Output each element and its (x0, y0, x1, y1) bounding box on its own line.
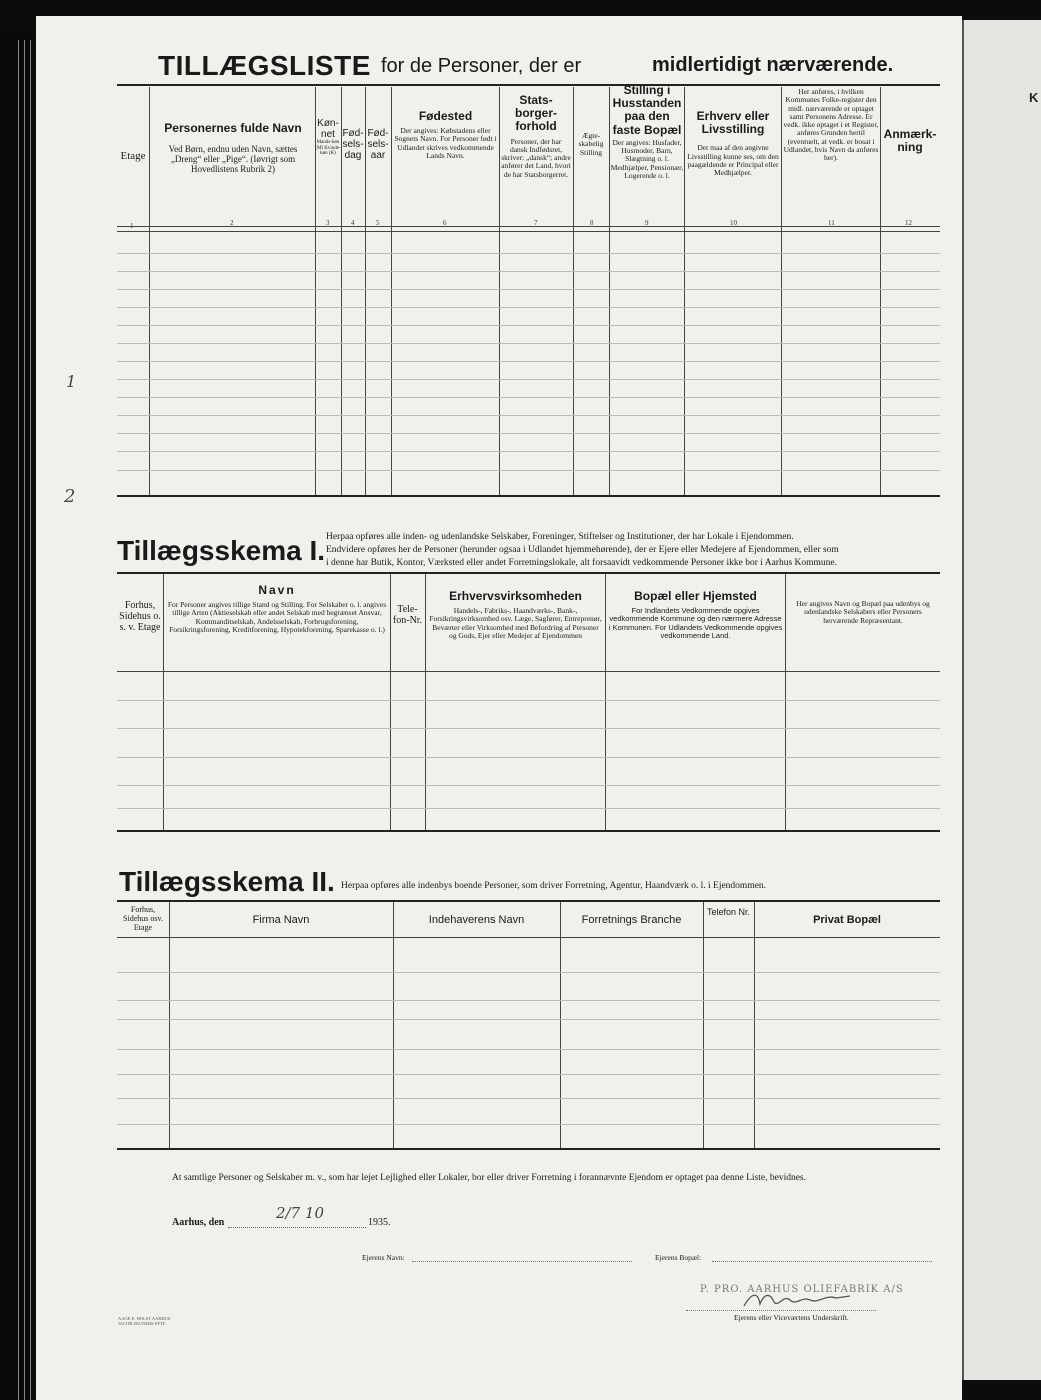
owner-name-line (412, 1261, 632, 1262)
schema2-intro: Herpaa opføres alle indenbys boende Personer, som driver Forretning, Agentur, Haandværk o. l. i Ejendommen. (341, 881, 767, 891)
page-title-end: midlertidigt nærværende. (652, 54, 894, 76)
col-number: 12 (905, 219, 912, 227)
s1-col-navn: Navn For Personer angives tillige Stand og Stilling. For Selskaber o. l. angives tillige Arten (Aktieselskab eller andet Selskab med begrænset Ansvar, Kommanditselskab, Andelsselskab, Forbrugsforening, Forsikringsforening, Kreditforening, Hypotekforening, Sparekasse o. l.) (167, 583, 387, 634)
col-header-occupation: Erhverv eller Livsstilling Det maa af den angivne Livsstilling kunne ses, om den paagældende er Principal eller Medhjælper. (687, 109, 779, 178)
owner-address-label: Ejerens Bopæl: (655, 1253, 702, 1262)
place-label: Aarhus, den (172, 1217, 225, 1228)
col-number: 4 (351, 219, 355, 227)
printer-imprint: AAGE E. HOLST AARHUS JACOB ZEUNERS EFTF. (118, 1316, 171, 1327)
col-header-birthday: Fød-sels-dag (342, 128, 364, 161)
s2-col-firma: Firma Navn (252, 914, 310, 926)
col-header-name: Personernes fulde Navn Ved Børn, endnu uden Navn, sættes „Dreng“ eller „Pige“. (Iøvrigt som Hovedlistens Rubrik 2) (164, 121, 302, 174)
page-edge (18, 40, 19, 1400)
col-number: 10 (730, 219, 737, 227)
schema1-intro-line1: Herpaa opføres alle inden- og udenlandske Selskaber, Foreninger, Stiftelser og Institutioner, der har Lokale i Ejendommen. (326, 532, 794, 542)
next-page-edge (962, 20, 1041, 1380)
col-number: 7 (534, 219, 538, 227)
page-title-middle: for de Personer, der er (381, 55, 582, 77)
col-header-address: Her anføres, i hvilken Kommunes Folke-register den midl. nærværende er optaget samt Personens Adresse. Er vedk. ikke optaget i et Register, anføres Grunden hertil (eventuelt, at vedk. er bosat i Udlandet, hvis Navn da anføres her). (783, 87, 879, 162)
schema2-title: Tillægsskema II. (119, 866, 335, 897)
s2-col-telefon: Telefon Nr. (706, 907, 751, 917)
s1-col-bopael: Bopæl eller Hjemsted For Indlandets Vedkommende opgives vedkommende Kommune og den nærmere Adresse i Kommunen. For Udlandets Vedkommende opgives vedkommende Land. (608, 589, 783, 640)
col-number: 6 (443, 219, 447, 227)
col-header-remarks: Anmærk-ning (883, 127, 937, 155)
col-header-citizenship: Stats-borger-forhold Personer, der har dansk Indfødsret, skriver: „dansk“; andre anfører det Land, hvori de har Statsborgerret. (501, 93, 571, 179)
date-line (228, 1227, 366, 1228)
col-number: 5 (376, 219, 380, 227)
s1-col-representative: Her angives Navn og Bopæl paa udenbys og udenlandske Selskabers eller Personers herværende Repræsentant. (796, 599, 930, 625)
owner-name-label: Ejerens Navn: (362, 1253, 405, 1262)
attestation-statement: At samtlige Personer og Selskaber m. v., som har lejet Lejlighed eller Lokaler, bor eller driver Forretning i forannævnte Ejendom er optaget paa denne Liste, bevidnes. (172, 1173, 806, 1183)
book-binding (0, 30, 40, 1400)
col-number: 2 (230, 219, 234, 227)
col-number: 8 (590, 219, 594, 227)
company-stamp: P. PRO. AARHUS OLIEFABRIK A/S (700, 1284, 904, 1295)
s1-col-erhverv: Erhvervsvirksomheden Handels-, Fabriks-, Haandværks-, Bank-, Forsikringsvirksomhed osv. Læge, Sagfører, Entreprenør, Beværter eller Virksomhed med Befordring af Personer og Gods, Ejer eller Medejer af Ejendommen (429, 589, 602, 640)
s2-col-etage: Forhus, Sidehus osv. Etage (123, 905, 163, 932)
col-number: 11 (828, 219, 835, 227)
schema1-intro-line3: i denne har Butik, Kontor, Værksted eller andet Forretningslokale, alt forsaavidt vedkommende Personer ikke bor i Aarhus Kommune. (326, 558, 838, 568)
col-header-sex: Køn-net Mands-køn (M) Kvinde-køn (K) (315, 118, 341, 156)
s1-col-telefon: Tele-fon-Nr. (392, 604, 423, 626)
signature-label: Ejerens eller Viceværtens Underskrift. (734, 1313, 849, 1322)
col-number: 9 (645, 219, 649, 227)
next-page-fragment: K (1029, 90, 1039, 105)
schema1-title: Tillægsskema I. (117, 535, 326, 566)
page-edge (24, 40, 25, 1400)
col-header-marital: Ægte-skabelig Stilling (578, 131, 604, 157)
margin-mark: 2 (64, 486, 76, 507)
col-number: 1 (130, 222, 134, 230)
page-title: TILLÆGSLISTE (158, 50, 371, 81)
col-header-household: Stilling i Husstanden paa den faste Bopæl Der angives: Husfader, Husmoder, Barn, Slægtning o. l. Medhjælper, Pensionær, Logerende o. l. (610, 83, 684, 180)
col-header-etage: Etage (120, 150, 146, 162)
s2-col-branche: Forretnings Branche (581, 914, 682, 926)
schema1-intro-line2: Endvidere opføres her de Personer (herunder ogsaa i Udlandet hjemmehørende), der er Ejere eller Medejere af Ejendommen, eller som (326, 545, 839, 555)
col-number: 3 (326, 219, 330, 227)
margin-mark: 1 (66, 372, 77, 391)
year-label: 1935. (368, 1217, 391, 1228)
date-handwritten: 2/7 10 (276, 1204, 324, 1222)
col-header-birthyear: Fød-sels-aar (367, 128, 389, 161)
s2-col-indehaver: Indehaverens Navn (428, 914, 525, 926)
s1-col-etage: Forhus, Sidehus o. s. v. Etage (119, 600, 161, 633)
signature-line (686, 1310, 876, 1311)
owner-address-line (712, 1261, 932, 1262)
s2-col-bopael: Privat Bopæl (813, 914, 881, 926)
page-edge (30, 40, 31, 1400)
col-header-birthplace: Fødested Der angives: Købstadens eller Sognets Navn. For Personer født i Udlandet skrives vedkommende Lands Navn. (394, 109, 497, 160)
